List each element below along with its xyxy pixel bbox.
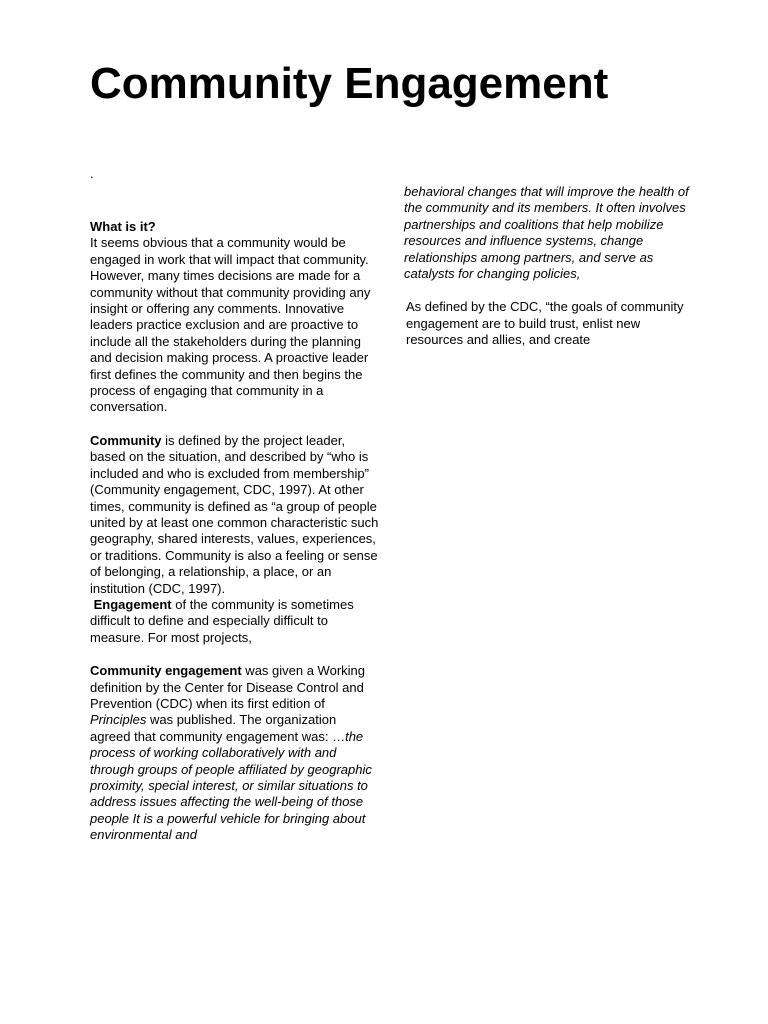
community-definition-paragraph	[90, 433, 380, 597]
what-is-it-paragraph: It seems obvious that a community would be engaged in work that will impact that community. However, many times decisions are made for a community without that community providing any insight or offering any comments. Innovative leaders practice exclusion and are proactive to include all the stakeholders during the planning and decision making process. A proactive leader first defines the community and then begins the process of engaging that community in a conversation.	[90, 235, 371, 415]
community-engagement-paragraph	[90, 663, 380, 843]
engagement-term: Engagement	[93, 596, 172, 612]
community-engagement-term: Community engagement	[90, 663, 242, 679]
cdc-definition-quote: the process of working collaboratively with and through groups of people affiliated by geographic proximity, special interest, or similar situations to address issues affecting the well-being of those people It is a powerful vehicle for bringing about environmental and	[90, 728, 372, 843]
right-column	[404, 184, 694, 349]
community-term: Community	[90, 432, 162, 448]
cdc-goals-paragraph: As defined by the CDC, “the goals of community engagement are to build trust, enlist new resources and allies, and create	[406, 299, 684, 348]
community-engagement-text-1: was given a Working definition by the Center for Disease Control and Prevention (CDC) when its first edition of	[90, 663, 366, 711]
community-definition-text: is defined by the project leader, based on the situation, and described by “who is included and who is excluded from membership” (Community engagement, CDC, 1997). At other times, community is defined as “a group of people united by at least one common characteristic such geography, shared interests, values, experiences, or traditions. Community is also a feeling or sense of belonging, a relationship, a place, or an institution (CDC, 1997).	[90, 432, 379, 596]
engagement-paragraph	[90, 597, 380, 646]
engagement-text: of the community is sometimes difficult to define and especially difficult to measure. For most projects,	[90, 596, 354, 645]
document-title: Community Engagement	[90, 59, 609, 108]
cdc-definition-continuation: behavioral changes that will improve the health of the community and its members. It often involves partnerships and coalitions that help mobilize resources and influence systems, change relationships among partners, and serve as catalysts for changing policies,	[404, 184, 689, 282]
principles-title: Principles	[90, 712, 147, 728]
what-is-it-heading: What is it?	[90, 219, 156, 234]
stray-period: .	[90, 166, 94, 181]
left-column	[90, 219, 380, 844]
community-engagement-text-2: was published. The organization agreed that community engagement was: …	[90, 712, 346, 744]
